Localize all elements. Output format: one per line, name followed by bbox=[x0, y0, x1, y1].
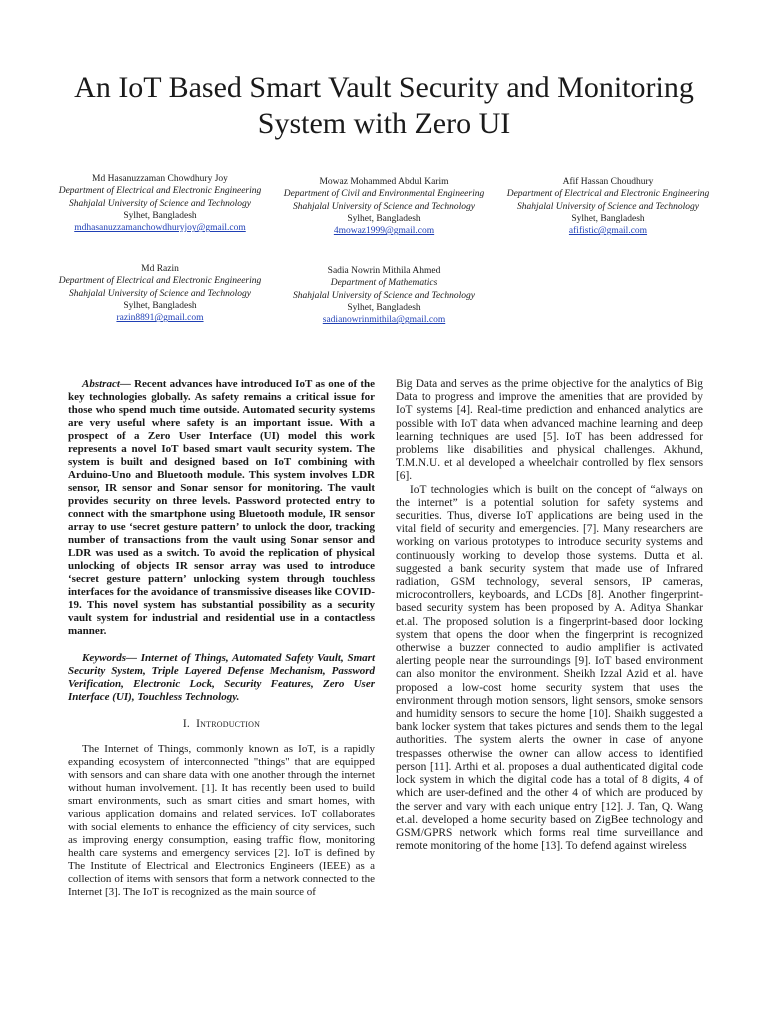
abstract-lead: Abstract— bbox=[82, 378, 131, 390]
intro-paragraph-1: The Internet of Things, commonly known as IoT, is a rapidly expanding ecosystem of interconnected "things" that are equipped with sensors and can share data with one another through the internet without human involvement. [1]. It has recently been used to build smart environments, such as smart cities and smart homes, with various application domains and related services. IoT collaborates with social elements to enhance the efficiency of city services, such as improving energy consumption, easing traffic flow, monitoring health care systems and emergency services [2]. IoT is defined by The Institute of Electrical and Electronics Engineers (IEEE) as a collection of items with sensors that form a network connected to the Internet [3]. The IoT is recognized as the main source of bbox=[68, 743, 375, 898]
abstract-text: Recent advances have introduced IoT as one of the key technologies globally. As safety remains a critical issue for those who spend much time outside. Automated security systems are very useful where safety is an important issue. With a prospect of a Zero User Interface (UI) model this work represents a novel IoT based smart vault security system. The system is built and designed based on IoT combining with Arduino-Uno and Bluetooth module. This system involves LDR sensor, IR sensor and Sonar sensor for monitoring. The vault provides security on three levels. Password protected entry to connect with the smartphone using Bluetooth module, IR sensor array to use ‘secret gesture pattern’ to unlock the door, tracking number of transactions from the vault using Sonar sensor and LDR was used as a switch. To avoid the replication of physical unlocking of objects IR sensor array was used to introduce ‘secret gesture pattern’ unlocking system through touchless interfaces for the avoidance of transmissive diseases like COVID-19. This novel system has substantial possibility as a security vault system for industrial and residential use in a contactless manner. bbox=[68, 378, 375, 637]
author-university: Shahjalal University of Science and Technology bbox=[517, 201, 699, 212]
section-heading bbox=[68, 718, 375, 731]
author-city: Sylhet, Bangladesh bbox=[571, 213, 645, 224]
paper-title bbox=[40, 70, 728, 142]
author-city: Sylhet, Bangladesh bbox=[123, 210, 197, 221]
section-number: I. bbox=[182, 718, 190, 730]
paper-title-line-1: An IoT Based Smart Vault Security and Monitoring bbox=[74, 71, 694, 104]
author-department: Department of Mathematics bbox=[330, 278, 438, 289]
author-department: Department of Electrical and Electronic Engineering bbox=[506, 189, 710, 200]
author-name: Mowaz Mohammed Abdul Karim bbox=[319, 177, 449, 187]
intro-paragraph-continued: Big Data and serves as the prime objective for the analytics of Big Data to progress and improve the amenities that are provided by IoT systems [4]. Real-time prediction and enhanced analytics are possible with IoT data when advanced machine learning and deep learning techniques are used [5]. IoT has been addressed for problems like disabilities and physical challenges. Akhund, T.M.N.U. et al developed a wheelchair controlled by flex sensors [6]. bbox=[396, 378, 703, 483]
author-name: Sadia Nowrin Mithila Ahmed bbox=[327, 266, 441, 276]
author-name: Md Hasanuzzaman Chowdhury Joy bbox=[92, 174, 228, 184]
author-email-link[interactable]: razin8891@gmail.com bbox=[116, 313, 204, 324]
author-name: Md Razin bbox=[141, 264, 179, 274]
left-column bbox=[68, 378, 375, 899]
author-university: Shahjalal University of Science and Technology bbox=[69, 288, 251, 299]
author-name: Afif Hassan Choudhury bbox=[562, 177, 654, 187]
author-block-1 bbox=[45, 173, 275, 234]
author-block-5 bbox=[269, 265, 499, 326]
author-department: Department of Electrical and Electronic Engineering bbox=[58, 276, 262, 287]
author-email-link[interactable]: afifistic@gmail.com bbox=[568, 226, 648, 237]
right-column bbox=[396, 378, 703, 853]
author-department: Department of Electrical and Electronic Engineering bbox=[58, 186, 262, 197]
author-block-4 bbox=[45, 263, 275, 324]
section-title: Introduction bbox=[196, 718, 261, 730]
keywords-text: Internet of Things, Automated Safety Vault, Smart Security System, Triple Layered Defense Mechanism, Password Verification, Electronic Lock, Security Features, Zero User Interface (UI), Touchless Technology. bbox=[68, 652, 375, 703]
author-email-link[interactable]: 4mowaz1999@gmail.com bbox=[333, 226, 435, 237]
intro-paragraph-2: IoT technologies which is built on the concept of “always on the internet” is a potential solution for safety systems and securities. Thus, diverse IoT applications are being used in the vital field of security and emergencies. [7]. Many researchers are working on various prototypes to introduce security systems and continuously working to develop those systems. Dutta et al. suggested a bank security system that made use of Infrared radiation, GSM technology, several sensors, IP cameras, microcontrollers, keyboards, and LCDs [8]. Another fingerprint-based security system has been proposed by A. Aditya Shankar et.al. The proposed solution is a fingerprint-based door locking system that opens the door when the fingerprint is recognized otherwise a buzzer connected to audio amplifier is activated alerting people near the surroundings [9]. IoT based environment can also monitor the environment. Sheikh Izzal Azid et al. have proposed a low-cost home security system that uses the environment through motion sensors, light sensors, smoke sensors and humidity sensors to secure the home [10]. Shaikh suggested a bank locker system that takes pictures and sends them to the legal authorities. The system alerts the owner in case of anyone trespasses otherwise the owner can allow access to identified person [11]. Arthi et al. proposes a dual authenticated digital code lock system in which the digital code has a total of 8 digits, 4 of which are user-defined and the other 4 of which are produced by the server and vary with each unique entry [12]. J. Tan, Q. Wang et.al. developed a home security based on ZigBee technology and GSM/GPRS network which forms real time surveillance and remote monitoring of the home [13]. To defend against wireless bbox=[396, 483, 703, 853]
author-university: Shahjalal University of Science and Technology bbox=[69, 198, 251, 209]
author-email-link[interactable]: mdhasanuzzamanchowdhuryjoy@gmail.com bbox=[74, 223, 246, 234]
author-university: Shahjalal University of Science and Technology bbox=[293, 201, 475, 212]
author-city: Sylhet, Bangladesh bbox=[347, 213, 421, 224]
abstract bbox=[68, 378, 375, 638]
author-university: Shahjalal University of Science and Technology bbox=[293, 290, 475, 301]
author-block-2 bbox=[269, 176, 499, 237]
author-city: Sylhet, Bangladesh bbox=[123, 300, 197, 311]
keywords bbox=[68, 652, 375, 704]
author-department: Department of Civil and Environmental Engineering bbox=[283, 189, 485, 200]
paper-title-line-2: System with Zero UI bbox=[257, 107, 511, 140]
author-email-link[interactable]: sadianowrinmithila@gmail.com bbox=[322, 315, 446, 326]
keywords-lead: Keywords— bbox=[82, 652, 137, 664]
author-block-3 bbox=[493, 176, 723, 237]
author-city: Sylhet, Bangladesh bbox=[347, 302, 421, 313]
